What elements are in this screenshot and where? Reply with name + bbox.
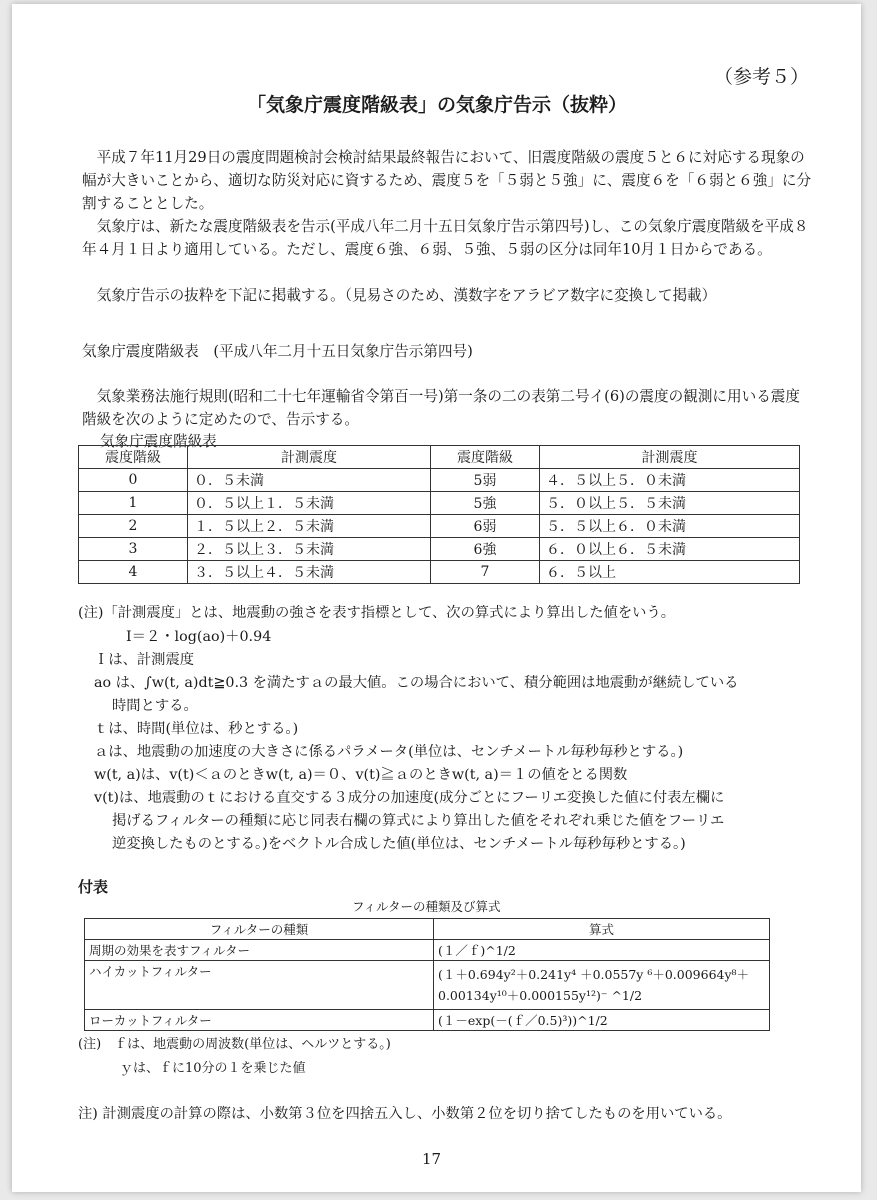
formula: I＝２・log(ao)＋0.94	[126, 629, 272, 645]
table-cell: ６．５以上	[540, 561, 800, 584]
appendix-note: ｙは、ｆに10分の１を乗じた値	[120, 1061, 306, 1076]
table-cell: 6弱	[431, 515, 540, 538]
intro-paragraph-2: 気象庁は、新たな震度階級表を告示(平成八年二月十五日気象庁告示第四号)し、この気象庁震度階級を平成８年４月１日より適用している。ただし、震度６強、６弱、５強、５弱の区分は同年10月１日からである。	[82, 218, 809, 258]
table-cell: ６．０以上６．５未満	[540, 538, 800, 561]
table-cell: ハイカットフィルター	[85, 961, 434, 1010]
table-cell: ０．５以上１．５未満	[188, 492, 431, 515]
notice-heading: 気象庁震度階級表 (平成八年二月十五日気象庁告示第四号)	[82, 343, 473, 360]
filter-table	[84, 918, 770, 1031]
intensity-table-caption: 気象庁震度階級表	[100, 433, 217, 450]
table-row	[79, 469, 800, 492]
table-cell: (１／ｆ)^1/2	[434, 940, 770, 961]
note-line: ａは、地震動の加速度の大きさに係るパラメータ(単位は、センチメートル毎秒毎秒とする。)	[94, 744, 684, 760]
table-cell: ５．５以上６．０未満	[540, 515, 800, 538]
reference-label: （参考５）	[714, 66, 810, 88]
table-header-cell: 計測震度	[540, 446, 800, 469]
table-row	[85, 1010, 770, 1031]
page-title: 「気象庁震度階級表」の気象庁告示（抜粋）	[247, 94, 628, 116]
note-line: Ｉは、計測震度	[94, 652, 195, 668]
table-cell: 5弱	[431, 469, 540, 492]
note-line: 時間とする。	[112, 698, 198, 714]
intensity-table	[78, 445, 800, 584]
table-cell: 5強	[431, 492, 540, 515]
table-header-row	[85, 919, 770, 940]
appendix-caption: フィルターの種類及び算式	[352, 899, 501, 914]
appendix-heading: 付表	[78, 878, 109, 896]
table-header-row	[79, 446, 800, 469]
table-cell: 7	[431, 561, 540, 584]
page-number: 17	[422, 1150, 442, 1168]
table-row	[79, 538, 800, 561]
appendix-note: (注) ｆは、地震動の周波数(単位は、ヘルツとする。)	[78, 1037, 391, 1052]
document-page	[12, 4, 861, 1192]
note-definition: (注)「計測震度」とは、地震動の強さを表す指標として、次の算式により算出した値をいう。	[78, 605, 676, 621]
table-header-cell: フィルターの種類	[85, 919, 434, 940]
table-row	[85, 940, 770, 961]
note-line: ｔは、時間(単位は、秒とする。)	[94, 721, 299, 737]
intro-paragraph-3: 気象庁告示の抜粋を下記に掲載する。（見易さのため、漢数字をアラビア数字に変換して掲載）	[96, 287, 717, 304]
table-cell: ０．５未満	[188, 469, 431, 492]
table-cell: 周期の効果を表すフィルター	[85, 940, 434, 961]
notice-body: 気象業務法施行規則(昭和二十七年運輸省令第百一号)第一条の二の表第二号イ(6)の震度の観測に用いる震度階級を次のように定めたので、告示する。	[82, 388, 800, 428]
note-line: w(t, a)は、v(t)＜ａのときw(t, a)＝０、v(t)≧ａのときw(t, a)＝１の値をとる関数	[94, 767, 628, 783]
calculation-note: 注) 計測震度の計算の際は、小数第３位を四捨五入し、小数第２位を切り捨てしたものを用いている。	[78, 1106, 732, 1122]
note-line: 掲げるフィルターの種類に応じ同表右欄の算式により算出した値をそれぞれ乗じた値をフーリエ	[112, 813, 725, 829]
table-cell: 6強	[431, 538, 540, 561]
table-cell: 1	[79, 492, 188, 515]
table-cell: ４．５以上５．０未満	[540, 469, 800, 492]
table-row	[79, 492, 800, 515]
intro-paragraph-1: 平成７年11月29日の震度問題検討会検討結果最終報告において、旧震度階級の震度５と６に対応する現象の幅が大きいことから、適切な防災対応に資するため、震度５を「５弱と５強」に、震度６を「６弱と６強」に分割することとした。	[82, 149, 812, 212]
table-header-cell: 算式	[434, 919, 770, 940]
table-cell: ３．５以上４．５未満	[188, 561, 431, 584]
table-header-cell: 震度階級	[79, 446, 188, 469]
table-row	[79, 561, 800, 584]
table-cell: １．５以上２．５未満	[188, 515, 431, 538]
table-cell: 0	[79, 469, 188, 492]
table-cell: 3	[79, 538, 188, 561]
table-cell: ２．５以上３．５未満	[188, 538, 431, 561]
note-line: ao は、∫w(t, a)dt≧0.3 を満たすａの最大値。この場合において、積分範囲は地震動が継続している	[94, 675, 739, 691]
note-line: 逆変換したものとする。)をベクトル合成した値(単位は、センチメートル毎秒毎秒とする。)	[112, 836, 686, 852]
note-line: v(t)は、地震動のｔにおける直交する３成分の加速度(成分ごとにフーリエ変換した値に付表左欄に	[94, 790, 725, 806]
table-cell: (１－exp(－(ｆ／0.5)³))^1/2	[434, 1010, 770, 1031]
table-row	[85, 961, 770, 1010]
table-row	[79, 515, 800, 538]
table-cell: 4	[79, 561, 188, 584]
table-header-cell: 震度階級	[431, 446, 540, 469]
table-cell: (１＋0.694y²＋0.241y⁴ ＋0.0557y ⁶＋0.009664y⁸＋ 0.00134y¹⁰＋0.000155y¹²)⁻ ^1/2	[434, 961, 770, 1010]
table-cell: ローカットフィルター	[85, 1010, 434, 1031]
table-cell: 2	[79, 515, 188, 538]
table-cell: ５．０以上５．５未満	[540, 492, 800, 515]
table-header-cell: 計測震度	[188, 446, 431, 469]
